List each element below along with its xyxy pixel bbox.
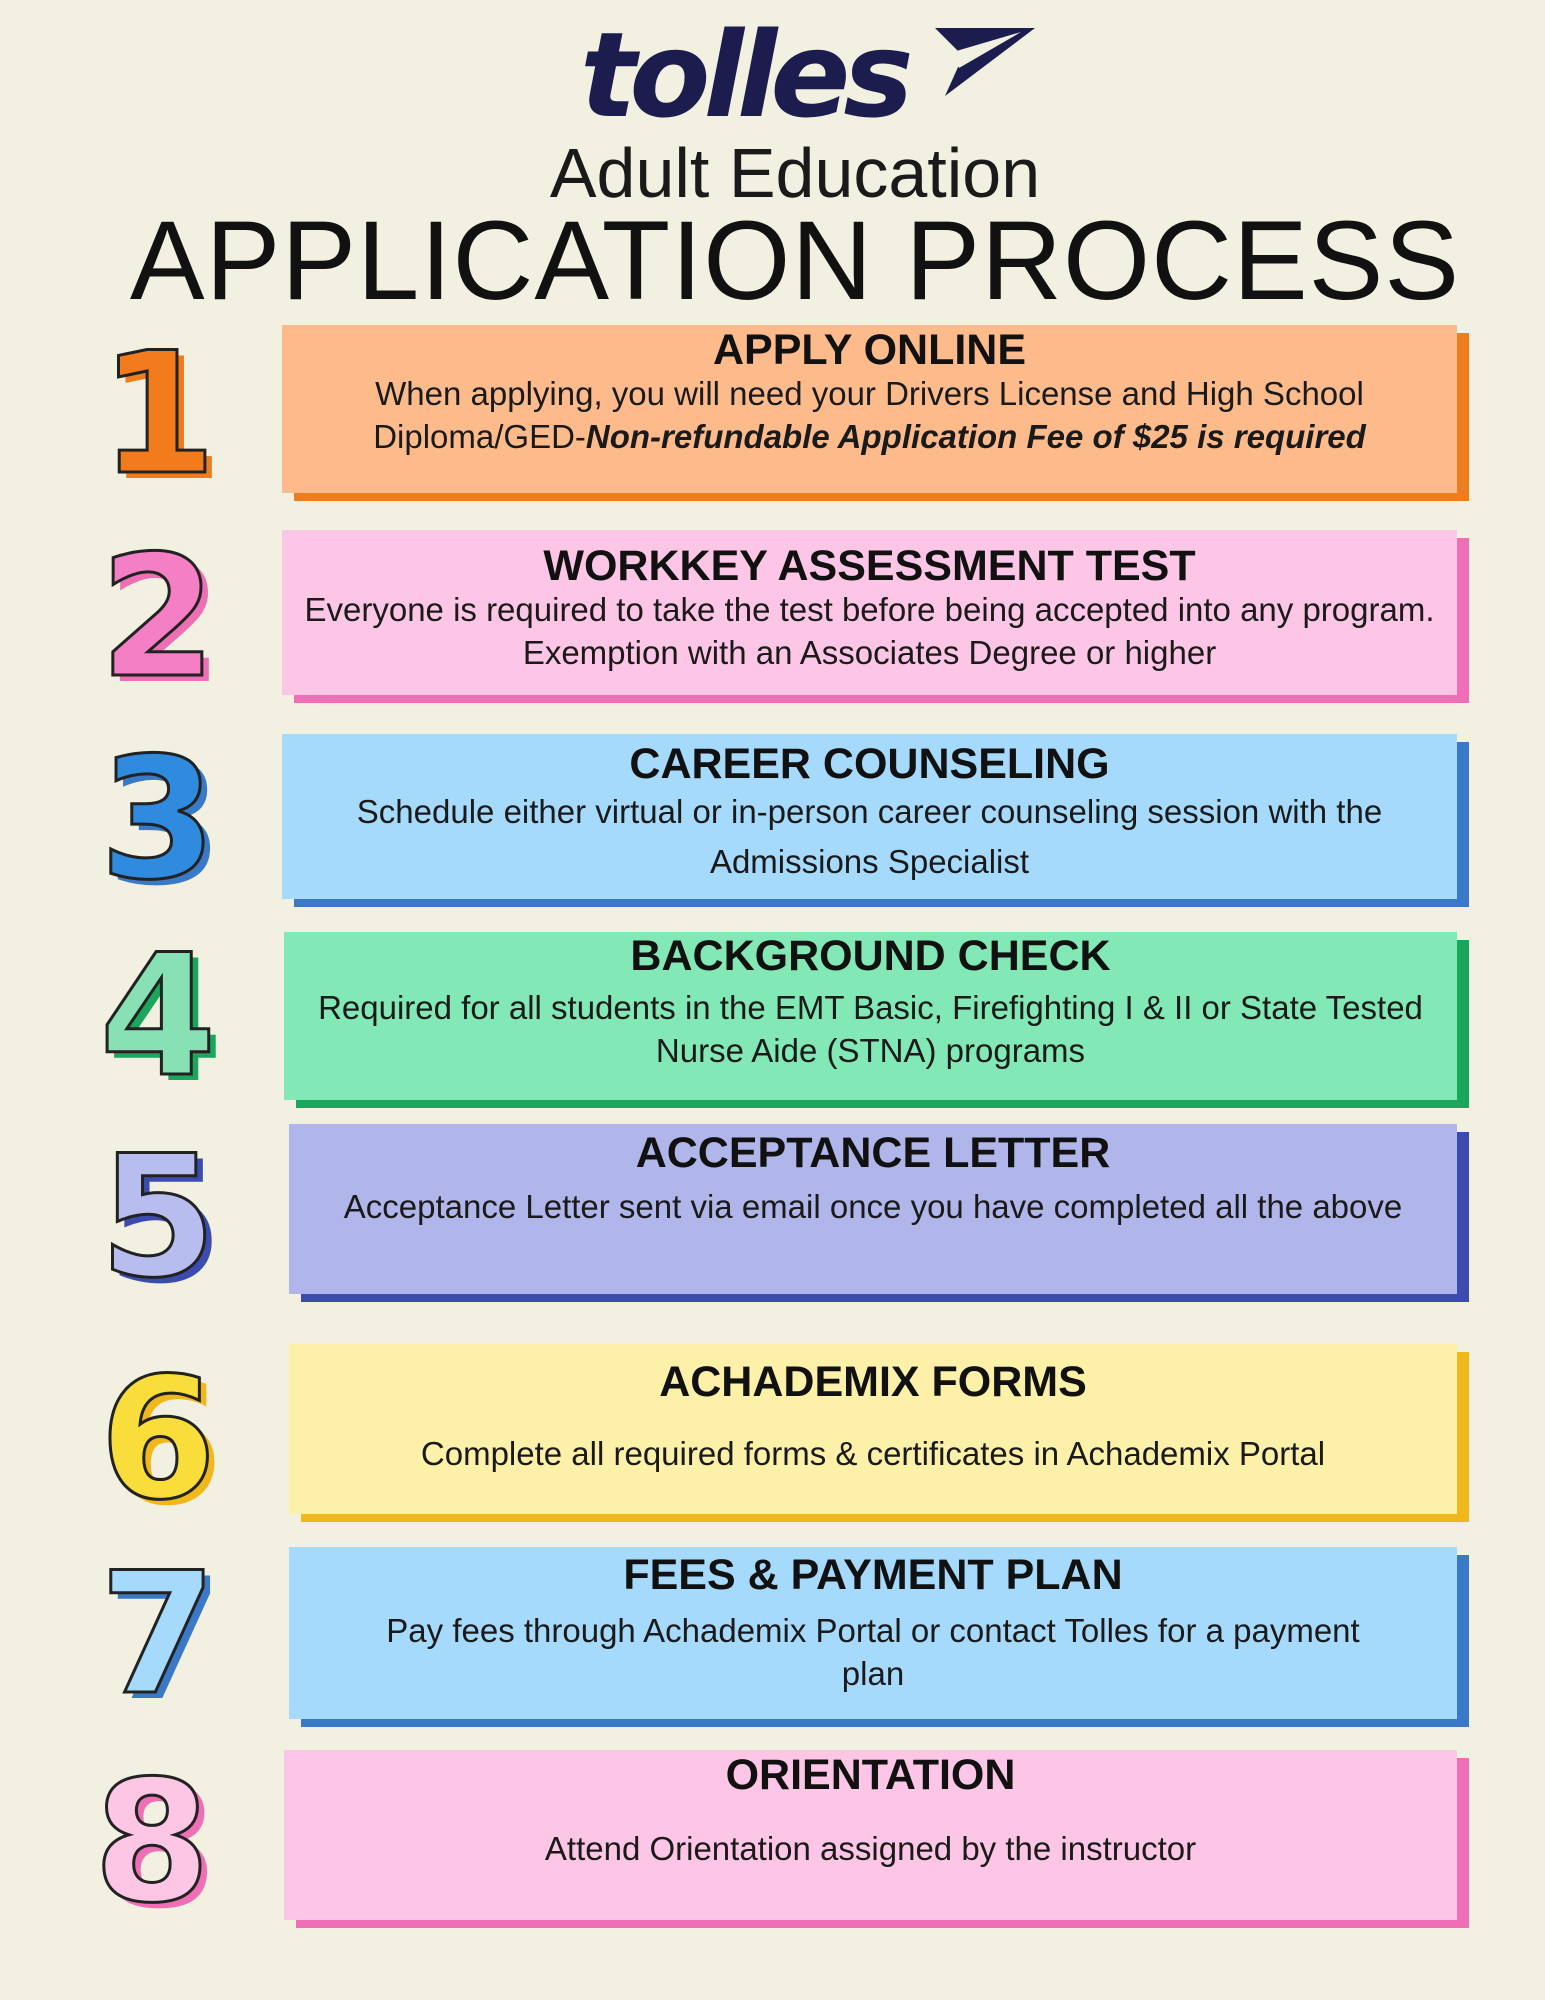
step-title: FEES & PAYMENT PLAN [623,1551,1123,1599]
step-description: Complete all required forms & certificates in Achademix Portal [420,1435,1326,1473]
step-achademix-forms [289,1344,1457,1514]
step-title: ORIENTATION [725,1751,1016,1799]
step-number-2: 2 [99,519,217,715]
step-title: CAREER COUNSELING [629,740,1110,788]
tolles-logo [580,6,1050,144]
logo-wordmark: tolles [580,6,907,144]
step-background-check [284,932,1457,1100]
step-title: ACHADEMIX FORMS [659,1358,1087,1406]
step-card [289,1124,1457,1294]
step-card [289,1344,1457,1514]
step-card [282,325,1457,493]
step-orientation [284,1750,1457,1920]
step-title: APPLY ONLINE [712,326,1027,374]
step-apply-online [282,325,1457,493]
step-description-text: When applying, you will need your Drivers License and High School Diploma/GED- [373,375,1364,456]
step-number-4: 4 [99,918,217,1114]
step-workkey-assessment [282,530,1457,695]
step-title: WORKKEY ASSESSMENT TEST [543,542,1196,590]
step-number-3: 3 [99,721,217,917]
step-fees-payment-plan [289,1547,1457,1719]
step-description: Pay fees through Achademix Portal or contact Tolles for a payment plan [386,1612,1360,1693]
step-number-8: 8 [93,1744,211,1940]
step-career-counseling [282,734,1457,899]
application-fee-note: Non-refundable Application Fee of $25 is required [585,418,1366,456]
step-number-5: 5 [99,1119,217,1315]
page-title: APPLICATION PROCESS [129,198,1461,323]
step-number-6: 6 [99,1341,217,1537]
step-acceptance-letter [289,1124,1457,1294]
step-number-7: 7 [99,1536,217,1732]
step-title: ACCEPTANCE LETTER [635,1129,1111,1177]
step-description: Schedule either virtual or in-person career counseling session with the Admissions Specialist [356,793,1383,880]
step-description [304,373,1435,459]
step-description: Acceptance Letter sent via email once you have completed all the above [343,1188,1403,1226]
step-number-1: 1 [99,316,217,512]
page-subtitle: Adult Education [549,134,1041,212]
step-card [284,1750,1457,1920]
step-description: Everyone is required to take the test before being accepted into any program. Exemption with an Associates Degree or higher [304,591,1435,672]
step-title: BACKGROUND CHECK [630,932,1111,980]
step-card [289,1547,1457,1719]
step-card [282,734,1457,899]
step-card [282,530,1457,695]
step-description: Attend Orientation assigned by the instructor [544,1830,1197,1868]
step-card [284,932,1457,1100]
paper-plane-icon [935,28,1035,108]
step-description: Required for all students in the EMT Basic, Firefighting I & II or State Tested Nurse Aide (STNA) programs [318,989,1423,1070]
